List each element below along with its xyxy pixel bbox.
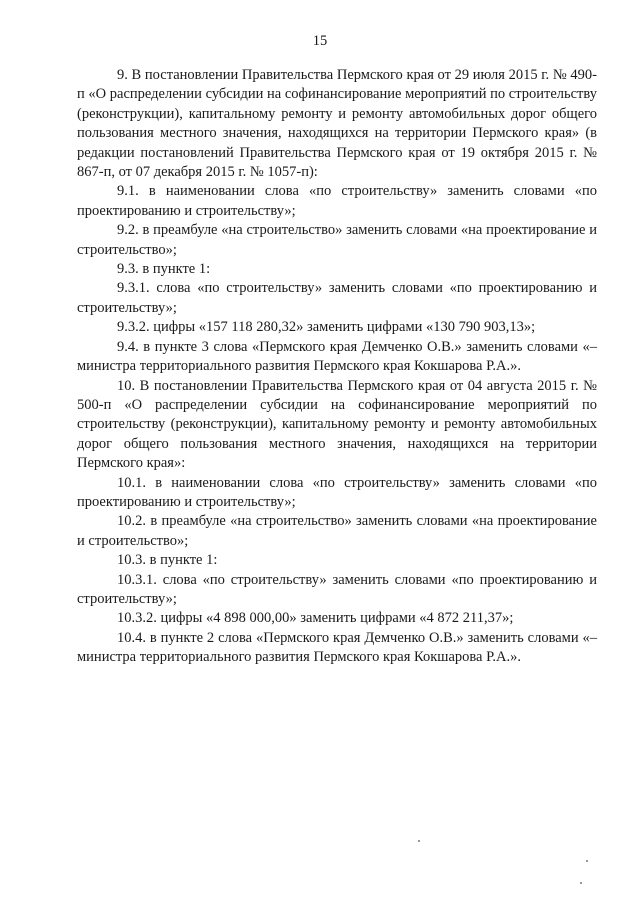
paragraph-10: 10. В постановлении Правительства Пермского края от 04 августа 2015 г. № 500-п «О распределении субсидии на софинансирование мероприятий по строительству (реконструкции), капитальному ремонту и ремонту автомобильных дорог общего пользования местного значения, находящихся на территории Пермского края»: — [77, 377, 597, 472]
paragraph-10-3-1: 10.3.1. слова «по строительству» заменить словами «по проектированию и строительству»; — [77, 571, 597, 607]
paragraph-9: 9. В постановлении Правительства Пермского края от 29 июля 2015 г. № 490-п «О распределении субсидии на софинансирование мероприятий по строительству (реконструкции), капитальному ремонту и ремонту автомобильных дорог общего пользования местного значения, находящихся на территории Пермского края» (в редакции постановлений Правительства Пермского края от 19 октября 2015 г. № 867-п, от 07 декабря 2015 г. № 1057-п): — [77, 67, 597, 181]
document-body — [77, 66, 597, 668]
paragraph-10-1: 10.1. в наименовании слова «по строительству» заменить словами «по проектированию и строительству»; — [77, 474, 597, 510]
paragraph-10-4: 10.4. в пункте 2 слова «Пермского края Демченко О.В.» заменить словами «– министра территориального развития Пермского края Кокшарова Р.А.». — [77, 629, 597, 666]
paragraph-10-2: 10.2. в преамбуле «на строительство» заменить словами «на проектирование и строительство»; — [77, 513, 597, 549]
paragraph-9-4: 9.4. в пункте 3 слова «Пермского края Демченко О.В.» заменить словами «– министра территориального развития Пермского края Кокшарова Р.А.». — [77, 338, 597, 375]
paragraph-9-2: 9.2. в преамбуле «на строительство» заменить словами «на проектирование и строительство»; — [77, 222, 597, 258]
paragraph-9-3: 9.3. в пункте 1: — [117, 261, 211, 278]
page-number: 15 — [312, 33, 328, 49]
paragraph-9-3-1: 9.3.1. слова «по строительству» заменить словами «по проектированию и строительству»; — [77, 280, 597, 316]
scan-speck — [580, 882, 582, 884]
paragraph-9-3-2: 9.3.2. цифры «157 118 280,32» заменить цифрами «130 790 903,13»; — [117, 319, 536, 336]
paragraph-10-3-2: 10.3.2. цифры «4 898 000,00» заменить цифрами «4 872 211,37»; — [117, 610, 514, 627]
scan-speck — [418, 840, 420, 842]
scan-speck — [586, 860, 588, 862]
paragraph-10-3: 10.3. в пункте 1: — [117, 552, 218, 569]
paragraph-9-1: 9.1. в наименовании слова «по строительству» заменить словами «по проектированию и строительству»; — [77, 183, 597, 219]
